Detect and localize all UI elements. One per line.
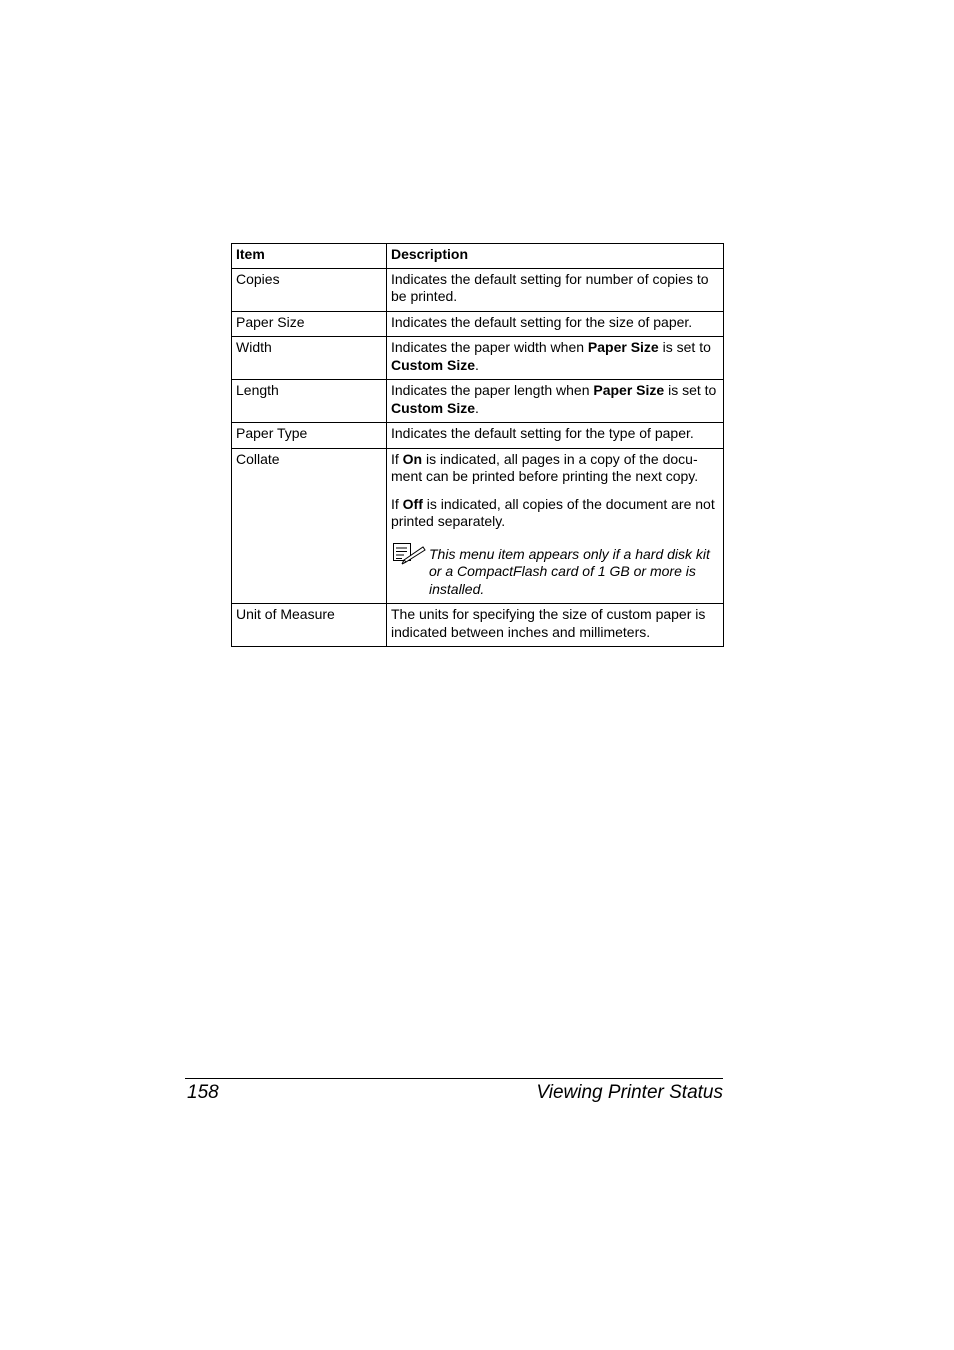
- note-text: This menu item appears only if a hard disk kit or a CompactFlash card of 1 GB or more is installed.: [429, 545, 710, 597]
- table-row: [232, 423, 724, 449]
- table-header-row: [232, 244, 724, 269]
- row-item: Copies: [232, 268, 387, 311]
- row-item: Unit of Measure: [232, 604, 387, 647]
- row-item: Paper Type: [232, 423, 387, 449]
- header-item: Item: [232, 244, 387, 269]
- table-row: [232, 268, 724, 311]
- row-item: Collate: [232, 448, 387, 604]
- settings-table: [231, 243, 724, 647]
- row-description: Indicates the default setting for the type of paper.: [387, 423, 724, 449]
- row-item: Length: [232, 380, 387, 423]
- collate-on-paragraph: If On is indicated, all pages in a copy of the docu-ment can be printed before printing the next copy.: [391, 450, 699, 484]
- table-row: [232, 604, 724, 647]
- note: [391, 541, 719, 599]
- row-item: Width: [232, 337, 387, 380]
- row-description: [387, 448, 724, 604]
- header-description: Description: [387, 244, 724, 269]
- footer-divider: [185, 1078, 723, 1079]
- row-description: The units for specifying the size of custom paper is indicated between inches and millimeters.: [387, 604, 724, 647]
- table-row: [232, 380, 724, 423]
- row-description: Indicates the default setting for the size of paper.: [387, 311, 724, 337]
- table-row: [232, 311, 724, 337]
- section-title: Viewing Printer Status: [536, 1082, 723, 1103]
- page-number: 158: [187, 1082, 219, 1103]
- collate-off-paragraph: If Off is indicated, all copies of the document are not printed separately.: [391, 495, 715, 529]
- table-row: [232, 337, 724, 380]
- row-description: Indicates the paper width when Paper Size is set to Custom Size.: [387, 337, 724, 380]
- row-description: Indicates the default setting for number of copies to be printed.: [387, 268, 724, 311]
- row-item: Paper Size: [232, 311, 387, 337]
- table-row: [232, 448, 724, 604]
- note-pencil-icon: [391, 541, 429, 565]
- row-description: Indicates the paper length when Paper Size is set to Custom Size.: [387, 380, 724, 423]
